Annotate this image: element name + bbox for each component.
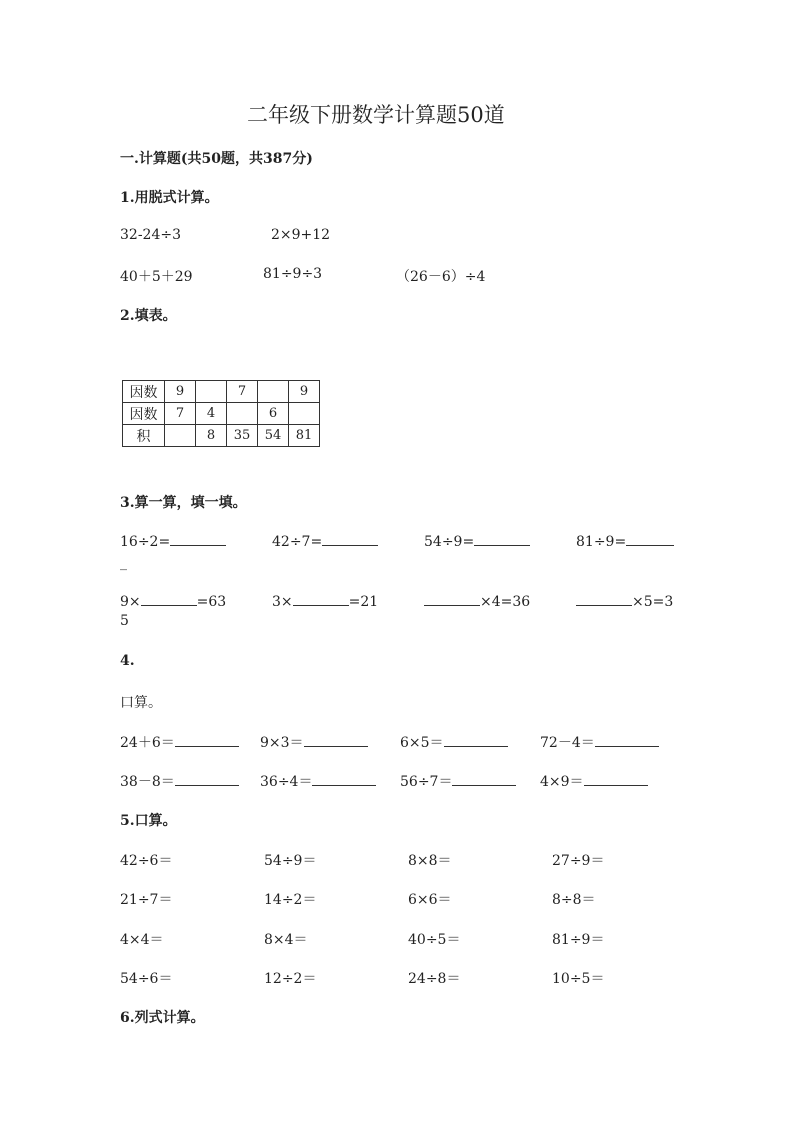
section-heading: 一.计算题(共50题，共387分): [120, 151, 313, 167]
question-1-label: 1.用脱式计算。: [120, 190, 219, 206]
q4-item: [120, 732, 239, 752]
question-3-label: 3.算一算，填一填。: [120, 495, 247, 511]
q5-expression: 40÷5＝: [408, 932, 461, 948]
answer-blank[interactable]: [474, 532, 530, 546]
q5-expression: 8×8＝: [408, 853, 452, 869]
table-cell[interactable]: 35: [227, 425, 258, 447]
q4-item: [400, 732, 508, 752]
q5-expression: 81÷9＝: [552, 932, 605, 948]
q4-expression: 4×9＝: [540, 774, 584, 790]
q5-expression: 21÷7＝: [120, 892, 173, 908]
table-cell[interactable]: [227, 403, 258, 425]
answer-blank[interactable]: [175, 772, 239, 786]
table-cell[interactable]: [196, 381, 227, 403]
q4-item: [400, 771, 516, 791]
q4-expression: 56÷7＝: [400, 774, 453, 790]
q3-expression: 81÷9=: [576, 534, 627, 550]
q4-expression: 9×3＝: [260, 735, 304, 751]
q3-expression: 3×: [272, 594, 293, 610]
table-cell[interactable]: [289, 403, 320, 425]
q3-expression: 42÷7=: [272, 534, 323, 550]
question-4-label: 4.: [120, 653, 135, 669]
q5-expression: 27÷9＝: [552, 853, 605, 869]
q4-item: [540, 732, 659, 752]
table-cell[interactable]: [165, 425, 196, 447]
q1-expression: （26－6）÷4: [396, 269, 486, 285]
q1-expression: 40＋5＋29: [120, 269, 193, 285]
q3-item: [272, 592, 378, 610]
q3-item: [576, 532, 674, 550]
q5-expression: 54÷9＝: [264, 853, 317, 869]
q5-expression: 14÷2＝: [264, 892, 317, 908]
question-5-label: 5.口算。: [120, 813, 177, 829]
q3-expression: =63: [196, 594, 227, 610]
q3-item: [120, 592, 226, 610]
answer-blank[interactable]: [175, 733, 239, 747]
table-cell[interactable]: 7: [165, 403, 196, 425]
q4-item: [120, 771, 239, 791]
q4-item: [540, 771, 648, 791]
q4-expression: 38－8＝: [120, 774, 175, 790]
q4-expression: 6×5＝: [400, 735, 444, 751]
q5-expression: 24÷8＝: [408, 971, 461, 987]
answer-blank[interactable]: [170, 532, 226, 546]
q5-expression: 8÷8＝: [552, 892, 596, 908]
answer-blank[interactable]: [595, 733, 659, 747]
q5-expression: 10÷5＝: [552, 971, 605, 987]
answer-blank[interactable]: [312, 772, 376, 786]
question-2-label: 2.填表。: [120, 308, 177, 324]
q4-item: [260, 771, 376, 791]
q4-item: [260, 732, 368, 752]
answer-blank[interactable]: [304, 733, 368, 747]
table-row: [123, 425, 320, 447]
answer-blank[interactable]: [452, 772, 516, 786]
table-cell[interactable]: 9: [289, 381, 320, 403]
q3-item: [424, 592, 530, 610]
q3-expression: =21: [348, 594, 379, 610]
answer-blank[interactable]: [141, 592, 197, 606]
q1-expression: 81÷9÷3: [263, 266, 323, 282]
q5-expression: 54÷6＝: [120, 971, 173, 987]
answer-blank[interactable]: [584, 772, 648, 786]
table-cell[interactable]: 8: [196, 425, 227, 447]
q3-wrap-text: 5: [120, 613, 129, 629]
q3-expression: 16÷2=: [120, 534, 171, 550]
q5-expression: 42÷6＝: [120, 853, 173, 869]
table-cell[interactable]: [258, 381, 289, 403]
table-cell[interactable]: 7: [227, 381, 258, 403]
table-cell[interactable]: 54: [258, 425, 289, 447]
q4-expression: 72－4＝: [540, 735, 595, 751]
q3-item: [576, 592, 673, 610]
q3-expression: 54÷9=: [424, 534, 475, 550]
row-header: 积: [123, 425, 165, 447]
q1-expression: 2×9+12: [271, 227, 331, 243]
question-6-label: 6.列式计算。: [120, 1010, 205, 1026]
q3-expression: ×5=3: [632, 594, 674, 610]
table-row: [123, 403, 320, 425]
q3-expression: ×4=36: [480, 594, 531, 610]
q4-expression: 36÷4＝: [260, 774, 313, 790]
table-cell[interactable]: 4: [196, 403, 227, 425]
answer-blank[interactable]: [293, 592, 349, 606]
answer-blank[interactable]: [322, 532, 378, 546]
q4-expression: 24＋6＝: [120, 735, 175, 751]
factor-product-table: [122, 380, 320, 447]
answer-blank[interactable]: [626, 532, 674, 546]
q3-item: [272, 532, 378, 550]
answer-blank[interactable]: [444, 733, 508, 747]
table-cell[interactable]: 9: [165, 381, 196, 403]
page-title: 二年级下册数学计算题50道: [247, 103, 505, 127]
q3-wrap-text: _: [120, 555, 127, 571]
table-cell[interactable]: 6: [258, 403, 289, 425]
table-cell[interactable]: 81: [289, 425, 320, 447]
table-row: [123, 381, 320, 403]
q3-item: [424, 532, 530, 550]
row-header: 因数: [123, 403, 165, 425]
q1-expression: 32-24÷3: [120, 227, 181, 243]
q5-expression: 8×4＝: [264, 932, 308, 948]
question-4-subtitle: 口算。: [120, 695, 162, 711]
q5-expression: 6×6＝: [408, 892, 452, 908]
row-header: 因数: [123, 381, 165, 403]
answer-blank[interactable]: [424, 592, 480, 606]
answer-blank[interactable]: [576, 592, 632, 606]
q3-expression: 9×: [120, 594, 141, 610]
q5-expression: 4×4＝: [120, 932, 164, 948]
q5-expression: 12÷2＝: [264, 971, 317, 987]
q3-item: [120, 532, 226, 550]
